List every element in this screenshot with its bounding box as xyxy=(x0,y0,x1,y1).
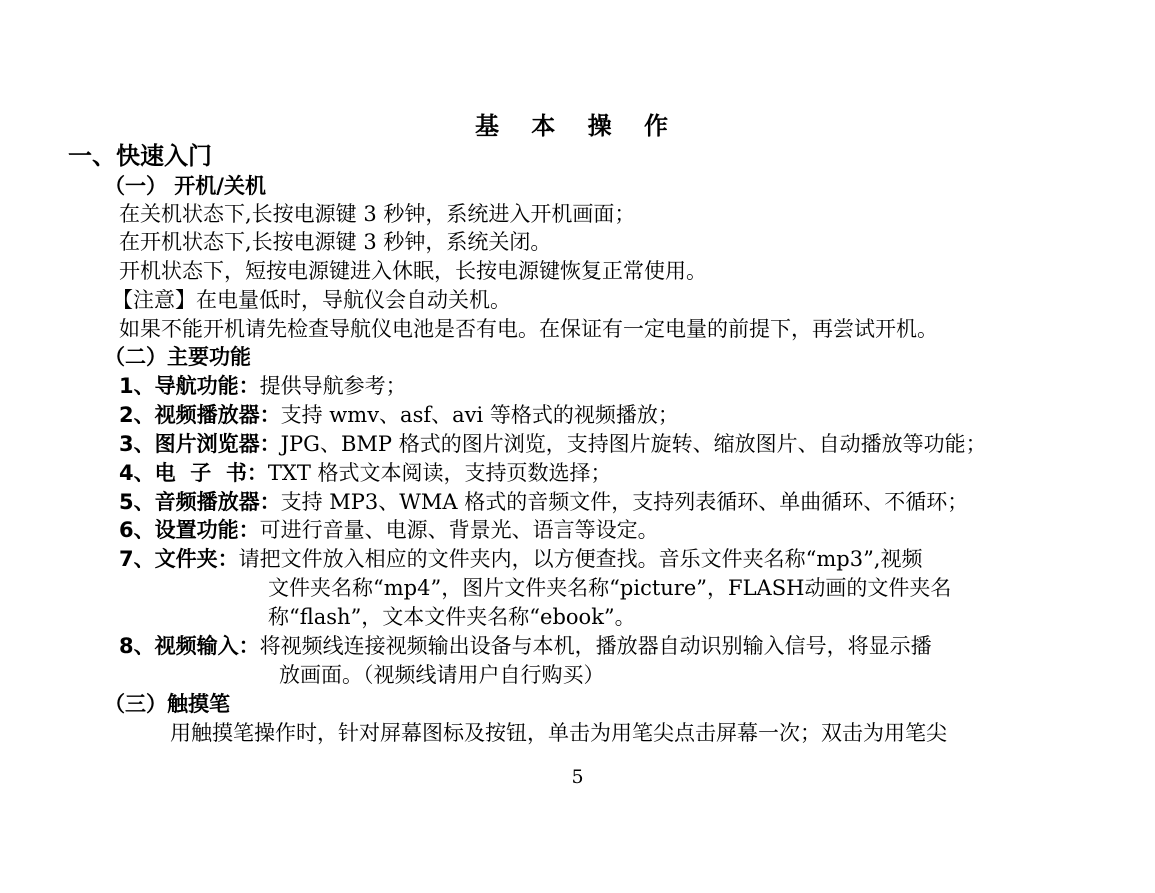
list-item-text: 提供导航参考； xyxy=(259,374,407,398)
list-item xyxy=(119,459,612,487)
page-title: 基 本 操 作 xyxy=(474,112,681,140)
subsection-heading: （一） 开机/关机 xyxy=(104,174,266,198)
list-item-label: 7、文件夹： xyxy=(119,547,239,571)
list-item xyxy=(119,430,987,458)
list-item xyxy=(119,488,968,516)
paragraph-line: 在关机状态下,长按电源键 3 秒钟，系统进入开机画面； xyxy=(119,202,636,226)
list-item-text: TXT 格式文本阅读，支持页数选择； xyxy=(267,461,612,485)
list-item-continuation: 放画面。（视频线请用户自行购买） xyxy=(279,663,605,687)
list-item-text: 请把文件放入相应的文件夹内，以方便查找。音乐文件夹名称“mp3”,视频 xyxy=(238,547,923,571)
list-item-text: 支持 wmv、asf、avi 等格式的视频播放； xyxy=(280,403,679,427)
list-item xyxy=(119,516,659,544)
list-item xyxy=(119,632,932,660)
paragraph-line: 如果不能开机请先检查导航仪电池是否有电。在保证有一定电量的前提下，再尝试开机。 xyxy=(119,317,938,341)
list-item-label: 1、导航功能： xyxy=(119,374,260,398)
list-item xyxy=(119,401,679,429)
section-heading: 一、快速入门 xyxy=(68,142,212,170)
list-item-text: JPG、BMP 格式的图片浏览，支持图片旋转、缩放图片、自动播放等功能； xyxy=(280,432,987,456)
list-item-continuation: 文件夹名称“mp4”，图片文件夹名称“picture”，FLASH动画的文件夹名 xyxy=(268,576,952,600)
subsection-heading: （二）主要功能 xyxy=(104,345,251,369)
list-item-label: 8、视频输入： xyxy=(119,634,260,658)
list-item-label: 2、视频播放器： xyxy=(119,403,281,427)
list-item-text: 将视频线连接视频输出设备与本机，播放器自动识别输入信号，将显示播 xyxy=(259,634,932,658)
paragraph-line: 开机状态下，短按电源键进入休眠，长按电源键恢复正常使用。 xyxy=(119,259,707,283)
list-item xyxy=(119,545,923,573)
list-item-text: 支持 MP3、WMA 格式的音频文件，支持列表循环、单曲循环、不循环； xyxy=(280,490,969,514)
paragraph-line: 在开机状态下,长按电源键 3 秒钟，系统关闭。 xyxy=(119,230,552,254)
subsection-heading: （三）触摸笔 xyxy=(104,692,230,716)
note-line: 【注意】在电量低时，导航仪会自动关机。 xyxy=(112,288,511,312)
list-item-label: 4、电 子 书： xyxy=(119,461,268,485)
page-number: 5 xyxy=(571,766,584,788)
list-item-label: 6、设置功能： xyxy=(119,518,260,542)
list-item-label: 3、图片浏览器： xyxy=(119,432,281,456)
list-item xyxy=(119,372,407,400)
list-item-continuation: 称“flash”，文本文件夹名称“ebook”。 xyxy=(268,605,636,629)
list-item-text: 可进行音量、电源、背景光、语言等设定。 xyxy=(259,518,659,542)
paragraph-line: 用触摸笔操作时，针对屏幕图标及按钮，单击为用笔尖点击屏幕一次；双击为用笔尖 xyxy=(170,721,947,745)
list-item-label: 5、音频播放器： xyxy=(119,490,281,514)
